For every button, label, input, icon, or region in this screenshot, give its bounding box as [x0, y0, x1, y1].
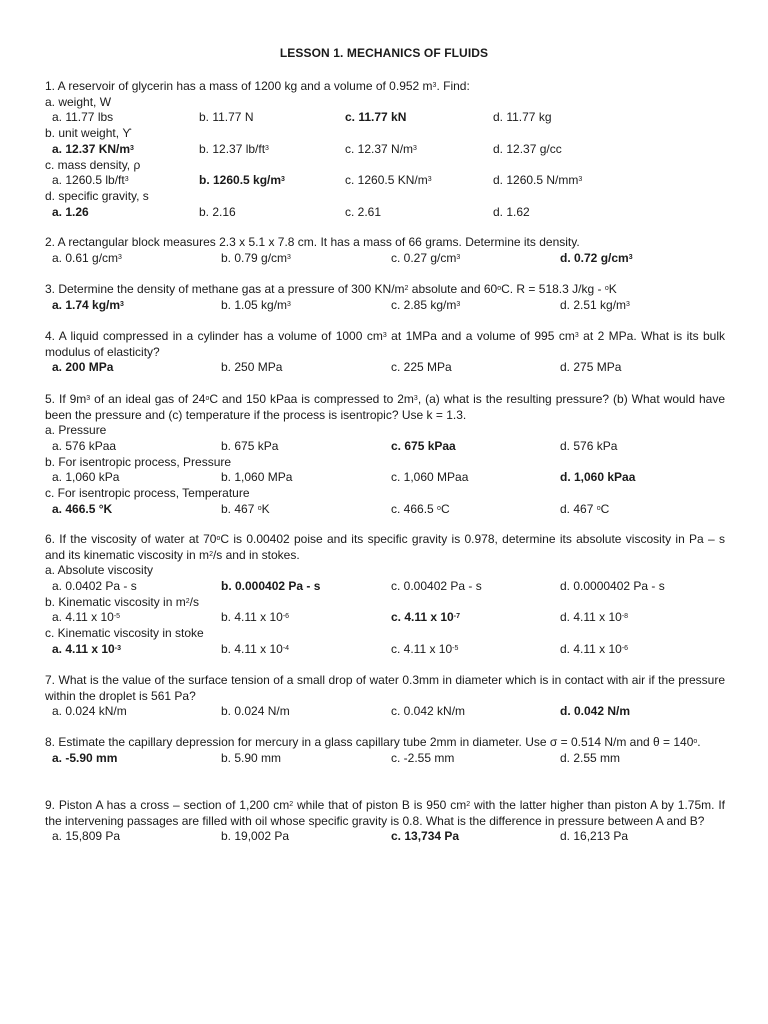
answer-options — [45, 642, 725, 658]
question-stem: 3. Determine the density of methane gas at a pressure of 300 $KN/m^2$ absolute and 60$^o$C. R = 518.3 J/kg - $^o$K — [45, 282, 617, 296]
answer-option: c. 225 MPa — [391, 360, 452, 375]
answer-options — [45, 439, 725, 455]
answer-option: a. 0.61 $g/cm^3$ — [52, 250, 122, 265]
answer-option: c. 0.00402 Pa - s — [391, 578, 482, 593]
sub-question-label: c. mass density, ρ — [45, 157, 141, 172]
answer-option: b. 675 kPa — [221, 438, 279, 453]
sub-question-label: a. Pressure — [45, 423, 107, 438]
answer-option: a. 4.11 x $10^{-5}$ — [52, 610, 121, 625]
answer-options — [45, 829, 725, 845]
answer-option: d. 0.0000402 Pa - s — [560, 578, 665, 593]
page-title: LESSON 1. MECHANICS OF FLUIDS — [279, 46, 489, 60]
sub-question-label: c. For isentropic process, Temperature — [45, 486, 250, 501]
answer-option: b. 2.16 — [199, 204, 236, 219]
correct-answer-option: a. 466.5 °K — [52, 501, 113, 516]
question-9 — [45, 798, 725, 845]
answer-option: b. 12.37 $lb/ft^3$ — [199, 141, 269, 156]
answer-option: b. 1,060 MPa — [221, 470, 293, 485]
answer-options — [45, 704, 725, 720]
answer-option: c. 2.61 — [345, 204, 382, 219]
correct-answer-option: d. 0.72 $g/cm^3$ — [560, 250, 633, 265]
answer-option: a. 1260.5 $lb/ft^3$ — [52, 173, 129, 188]
correct-answer-option: d. 1,060 kPaa — [560, 470, 636, 485]
answer-option: d. 2.55 mm — [560, 750, 621, 765]
answer-option: c. 1260.5 $KN/m^3$ — [345, 173, 432, 188]
answer-options — [45, 579, 725, 595]
answer-option: d. 576 kPa — [560, 438, 618, 453]
answer-option: a. 1,060 kPa — [52, 470, 120, 485]
answer-option: d. 12.37 g/cc — [493, 141, 562, 156]
answer-option: d. 4.11 x $10^{-6}$ — [560, 641, 629, 656]
answer-option: a. 576 kPaa — [52, 438, 117, 453]
answer-option: c. -2.55 mm — [391, 750, 455, 765]
answer-option: d. 467 $^o$C — [560, 501, 610, 516]
answer-option: b. 4.11 x $10^{-6}$ — [221, 610, 290, 625]
answer-option: b. 0.79 $g/cm^3$ — [221, 250, 291, 265]
question-stem: 2. A rectangular block measures 2.3 x 5.1 x 7.8 cm. It has a mass of 66 grams. Determine its density. — [45, 235, 580, 249]
answer-options — [45, 205, 725, 221]
question-2 — [45, 235, 725, 267]
sub-question-label: b. Kinematic viscosity in $m^2/s$ — [45, 594, 199, 609]
sub-question-label: d. specific gravity, s — [45, 189, 149, 204]
answer-option: c. 0.27 $g/cm^3$ — [391, 250, 461, 265]
question-6 — [45, 532, 725, 658]
answer-option: b. 0.024 N/m — [221, 704, 290, 719]
question-stem: 9. Piston A has a cross – section of 1,200 $cm^2$ while that of piston B is 950 $cm^2$ with the latter higher than piston A by 1.75m. If the intervening passages are filled with oil whose specific gravity is 0.8. What is the difference in pressure between A and B? — [45, 798, 725, 828]
correct-answer-option: c. 4.11 x $10^{-7}$ — [391, 610, 460, 625]
correct-answer-option: a. 12.37 $KN/m^3$ — [52, 141, 134, 156]
answer-option: b. 250 MPa — [221, 360, 283, 375]
answer-option: c. 466.5 $^o$C — [391, 501, 450, 516]
sub-question-label: b. unit weight, ϒ — [45, 126, 132, 141]
question-1 — [45, 79, 725, 221]
correct-answer-option: a. 4.11 x $10^{-3}$ — [52, 641, 121, 656]
correct-answer-option: d. 0.042 N/m — [560, 704, 631, 719]
answer-option: a. 11.77 lbs — [52, 110, 114, 125]
answer-option: c. 2.85 $kg/m^3$ — [391, 297, 461, 312]
question-5 — [45, 392, 725, 518]
question-stem: 7. What is the value of the surface tension of a small drop of water 0.3mm in diameter which is in contact with air if the pressure within the droplet is 561 Pa? — [45, 673, 725, 703]
answer-option: b. 11.77 N — [199, 110, 254, 125]
answer-options — [45, 173, 725, 189]
answer-option: a. 0.024 kN/m — [52, 704, 127, 719]
answer-options — [45, 142, 725, 158]
answer-option: d. 1.62 — [493, 204, 530, 219]
sub-question-label: a. weight, W — [45, 94, 112, 109]
correct-answer-option: c. 675 kPaa — [391, 438, 456, 453]
answer-option: c. 4.11 x $10^{-5}$ — [391, 641, 459, 656]
answer-option: b. 5.90 mm — [221, 750, 282, 765]
answer-options — [45, 110, 725, 126]
answer-option: c. 0.042 kN/m — [391, 704, 466, 719]
answer-options — [45, 298, 725, 314]
answer-option: d. 16,213 Pa — [560, 829, 629, 844]
answer-option: c. 12.37 $N/m^3$ — [345, 141, 417, 156]
answer-option: d. 11.77 kg — [493, 110, 552, 125]
question-stem: 6. If the viscosity of water at 70$^o$C is 0.00402 poise and its specific gravity is 0.978, determine its absolute viscosity in Pa – s and its kinematic viscosity in $m^2/s$ and in stokes. — [45, 532, 725, 562]
correct-answer-option: a. 1.26 — [52, 204, 89, 219]
answer-option: b. 467 $^o$K — [221, 501, 270, 516]
question-8 — [45, 735, 725, 767]
answer-option: d. 4.11 x $10^{-8}$ — [560, 610, 629, 625]
question-stem: 5. If $9m^3$ of an ideal gas of 24$^o$C and 150 kPaa is compressed to $2m^3$, (a) what is the resulting pressure? (b) What would have been the pressure and (c) temperature if the process is isentropic? Use k = 1.3. — [45, 392, 725, 422]
answer-option: b. 1.05 $kg/m^3$ — [221, 297, 291, 312]
answer-options — [45, 470, 725, 486]
question-4 — [45, 329, 725, 376]
question-stem: 1. A reservoir of glycerin has a mass of 1200 kg and a volume of 0.952 $m^3$. Find: — [45, 79, 470, 93]
correct-answer-option: a. 1.74 $kg/m^3$ — [52, 297, 124, 312]
correct-answer-option: b. 1260.5 $kg/m^3$ — [199, 173, 285, 188]
answer-options — [45, 502, 725, 518]
answer-options — [45, 360, 725, 376]
correct-answer-option: a. -5.90 mm — [52, 750, 118, 765]
sub-question-label: c. Kinematic viscosity in stoke — [45, 626, 204, 641]
answer-option: b. 19,002 Pa — [221, 829, 290, 844]
answer-option: d. 1260.5 $N/mm^3$ — [493, 173, 583, 188]
question-3 — [45, 282, 725, 314]
answer-option: d. 275 MPa — [560, 360, 622, 375]
answer-options — [45, 751, 725, 767]
correct-answer-option: c. 13,734 Pa — [391, 829, 460, 844]
answer-option: c. 1,060 MPaa — [391, 470, 469, 485]
answer-option: a. 15,809 Pa — [52, 829, 121, 844]
sub-question-label: b. For isentropic process, Pressure — [45, 454, 232, 469]
question-7 — [45, 673, 725, 720]
correct-answer-option: b. 0.000402 Pa - s — [221, 578, 321, 593]
answer-option: b. 4.11 x $10^{-4}$ — [221, 641, 290, 656]
sub-question-label: a. Absolute viscosity — [45, 563, 154, 578]
answer-option: a. 0.0402 Pa - s — [52, 578, 137, 593]
question-stem: 8. Estimate the capillary depression for mercury in a glass capillary tube 2mm in diameter. Use σ = 0.514 N/m and $\theta = 140^o$. — [45, 735, 701, 749]
question-stem: 4. A liquid compressed in a cylinder has a volume of 1000 $cm^3$ at 1MPa and a volume of 995 $cm^3$ at 2 MPa. What is its bulk modulus of elasticity? — [45, 329, 726, 359]
correct-answer-option: a. 200 MPa — [52, 360, 114, 375]
answer-option: d. 2.51 $kg/m^3$ — [560, 297, 630, 312]
answer-options — [45, 251, 725, 267]
answer-options — [45, 610, 725, 626]
correct-answer-option: c. 11.77 kN — [345, 110, 407, 125]
